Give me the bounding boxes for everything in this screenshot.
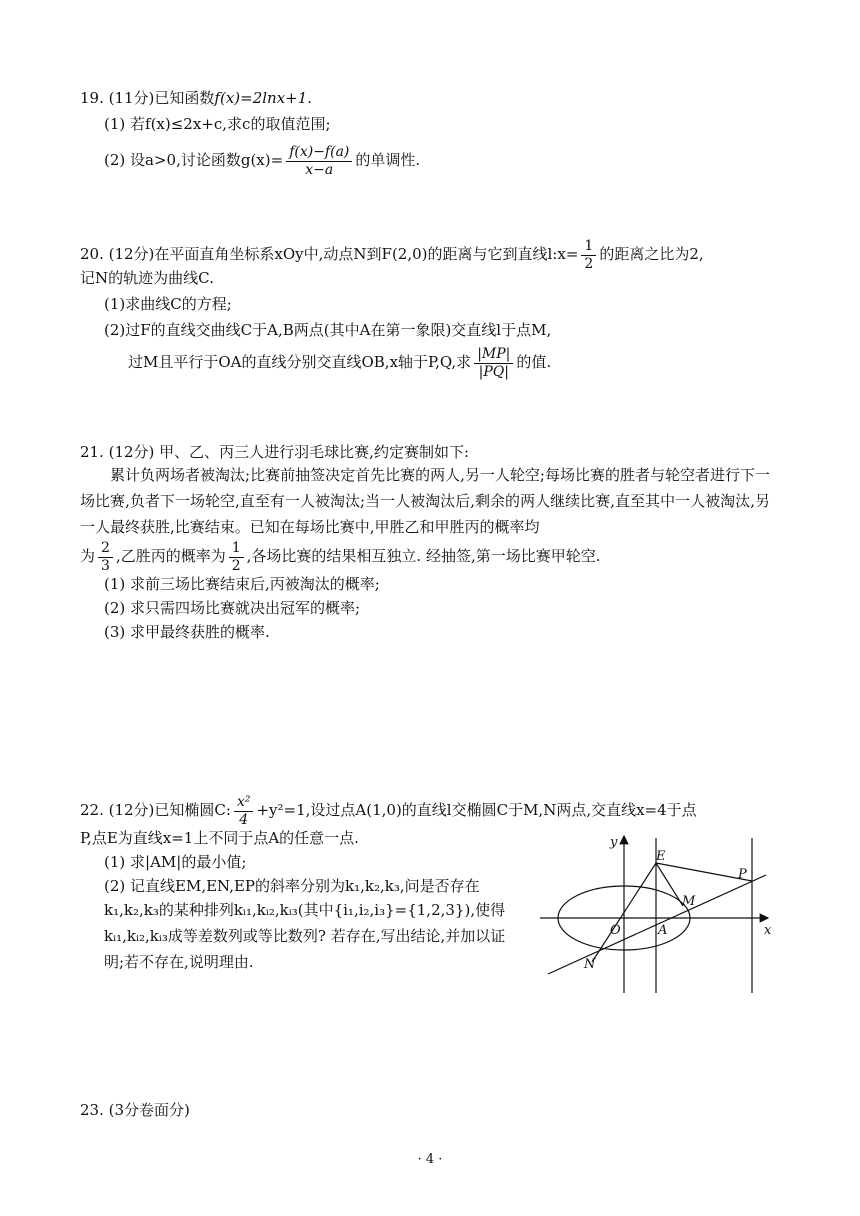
- q19-part1: (1) 若f(x)≤2x+c,求c的取值范围;: [104, 115, 331, 133]
- q21-probabilities: 为 $\frac{2}{3}$ ,乙胜丙的概率为 $\frac{1}{2}$ ,各场比赛的结果相互独立. 经抽签,第一场比赛甲轮空.: [80, 539, 601, 574]
- label-y: y: [610, 835, 618, 850]
- ellipse-figure: [540, 828, 780, 998]
- label-n: N: [584, 957, 596, 972]
- q21-part2: (2) 求只需四场比赛就决出冠军的概率;: [104, 599, 361, 617]
- q21-rules-paragraph: 累计负两场者被淘汰;比赛前抽签决定首先比赛的两人,另一人轮空;每场比赛的胜者与轮空者进行下一场比赛,负者下一场轮空,直至有一人被淘汰;当一人被淘汰后,剩余的两人继续比赛,直至其中一人被淘汰,另一人最终获胜,比赛结束。已知在每场比赛中,甲胜乙和甲胜丙的概率均: [80, 466, 770, 536]
- line-em: [656, 863, 683, 906]
- q21-part1: (1) 求前三场比赛结束后,丙被淘汰的概率;: [104, 575, 380, 593]
- q20-title: 20. (12分)在平面直角坐标系xOy中,动点N到F(2,0)的距离与它到直线l:x= $\frac{1}{2}$ 的距离之比为2,: [80, 237, 704, 272]
- page-number: · 4 ·: [417, 1152, 443, 1167]
- label-p: P: [738, 867, 747, 882]
- q22-part2-line1: (2) 记直线EM,EN,EP的斜率分别为k₁,k₂,k₃,问是否存在: [104, 877, 480, 895]
- label-m: M: [682, 894, 696, 909]
- q20-fraction-ratio: $\frac{|MP|}{|PQ|}$: [474, 346, 513, 381]
- q22-part2-line4: 明;若不存在,说明理由.: [104, 953, 254, 971]
- label-x: x: [764, 923, 772, 938]
- q22-part1: (1) 求|AM|的最小值;: [104, 853, 247, 871]
- q22-line2: P,点E为直线x=1上不同于点A的任意一点.: [80, 829, 359, 847]
- q19-part2: (2) 设a>0,讨论函数g(x)= $\frac{f(x)-f(a)}{x-a}$ 的单调性.: [104, 143, 421, 178]
- q21-fraction-half: $\frac{1}{2}$: [229, 540, 244, 575]
- q21-fraction-two-thirds: $\frac{2}{3}$: [98, 540, 113, 575]
- q23-title: 23. (3分卷面分): [80, 1101, 190, 1119]
- q22-ellipse-fraction: $\frac{\text{x²}}{4}$: [234, 794, 254, 829]
- label-e: E: [656, 849, 666, 864]
- q20-part2-cont: 过M且平行于OA的直线分别交直线OB,x轴于P,Q,求 $\frac{|MP|}{|PQ|}$ 的值.: [128, 345, 552, 380]
- q20-fraction-half: $\frac{1}{2}$: [581, 238, 596, 273]
- q21-title: 21. (12分) 甲、乙、丙三人进行羽毛球比赛,约定赛制如下:: [80, 443, 470, 461]
- q22-part2-line2: k₁,k₂,k₃的某种排列kᵢ₁,kᵢ₂,kᵢ₃(其中{i₁,i₂,i₃}={1,2,3}),使得: [104, 901, 506, 919]
- q19-fraction: $\frac{f(x)-f(a)}{x-a}$: [286, 144, 352, 179]
- label-a: A: [658, 923, 668, 938]
- q21-part3: (3) 求甲最终获胜的概率.: [104, 623, 270, 641]
- q19-title: 19. (11分)已知函数f(x)=2lnx+1.: [80, 89, 313, 107]
- q20-part1: (1)求曲线C的方程;: [104, 295, 232, 313]
- q22-title: 22. (12分)已知椭圆C: $\frac{\text{x²}}{4}$ +y²=1,设过点A(1,0)的直线l交椭圆C于M,N两点,交直线x=4于点: [80, 793, 697, 828]
- q20-part2: (2)过F的直线交曲线C于A,B两点(其中A在第一象限)交直线l于点M,: [104, 321, 552, 339]
- q22-part2-line3: kᵢ₁,kᵢ₂,kᵢ₃成等差数列或等比数列? 若存在,写出结论,并加以证: [104, 927, 506, 945]
- q20-line2: 记N的轨迹为曲线C.: [80, 269, 214, 287]
- label-o: O: [610, 923, 621, 938]
